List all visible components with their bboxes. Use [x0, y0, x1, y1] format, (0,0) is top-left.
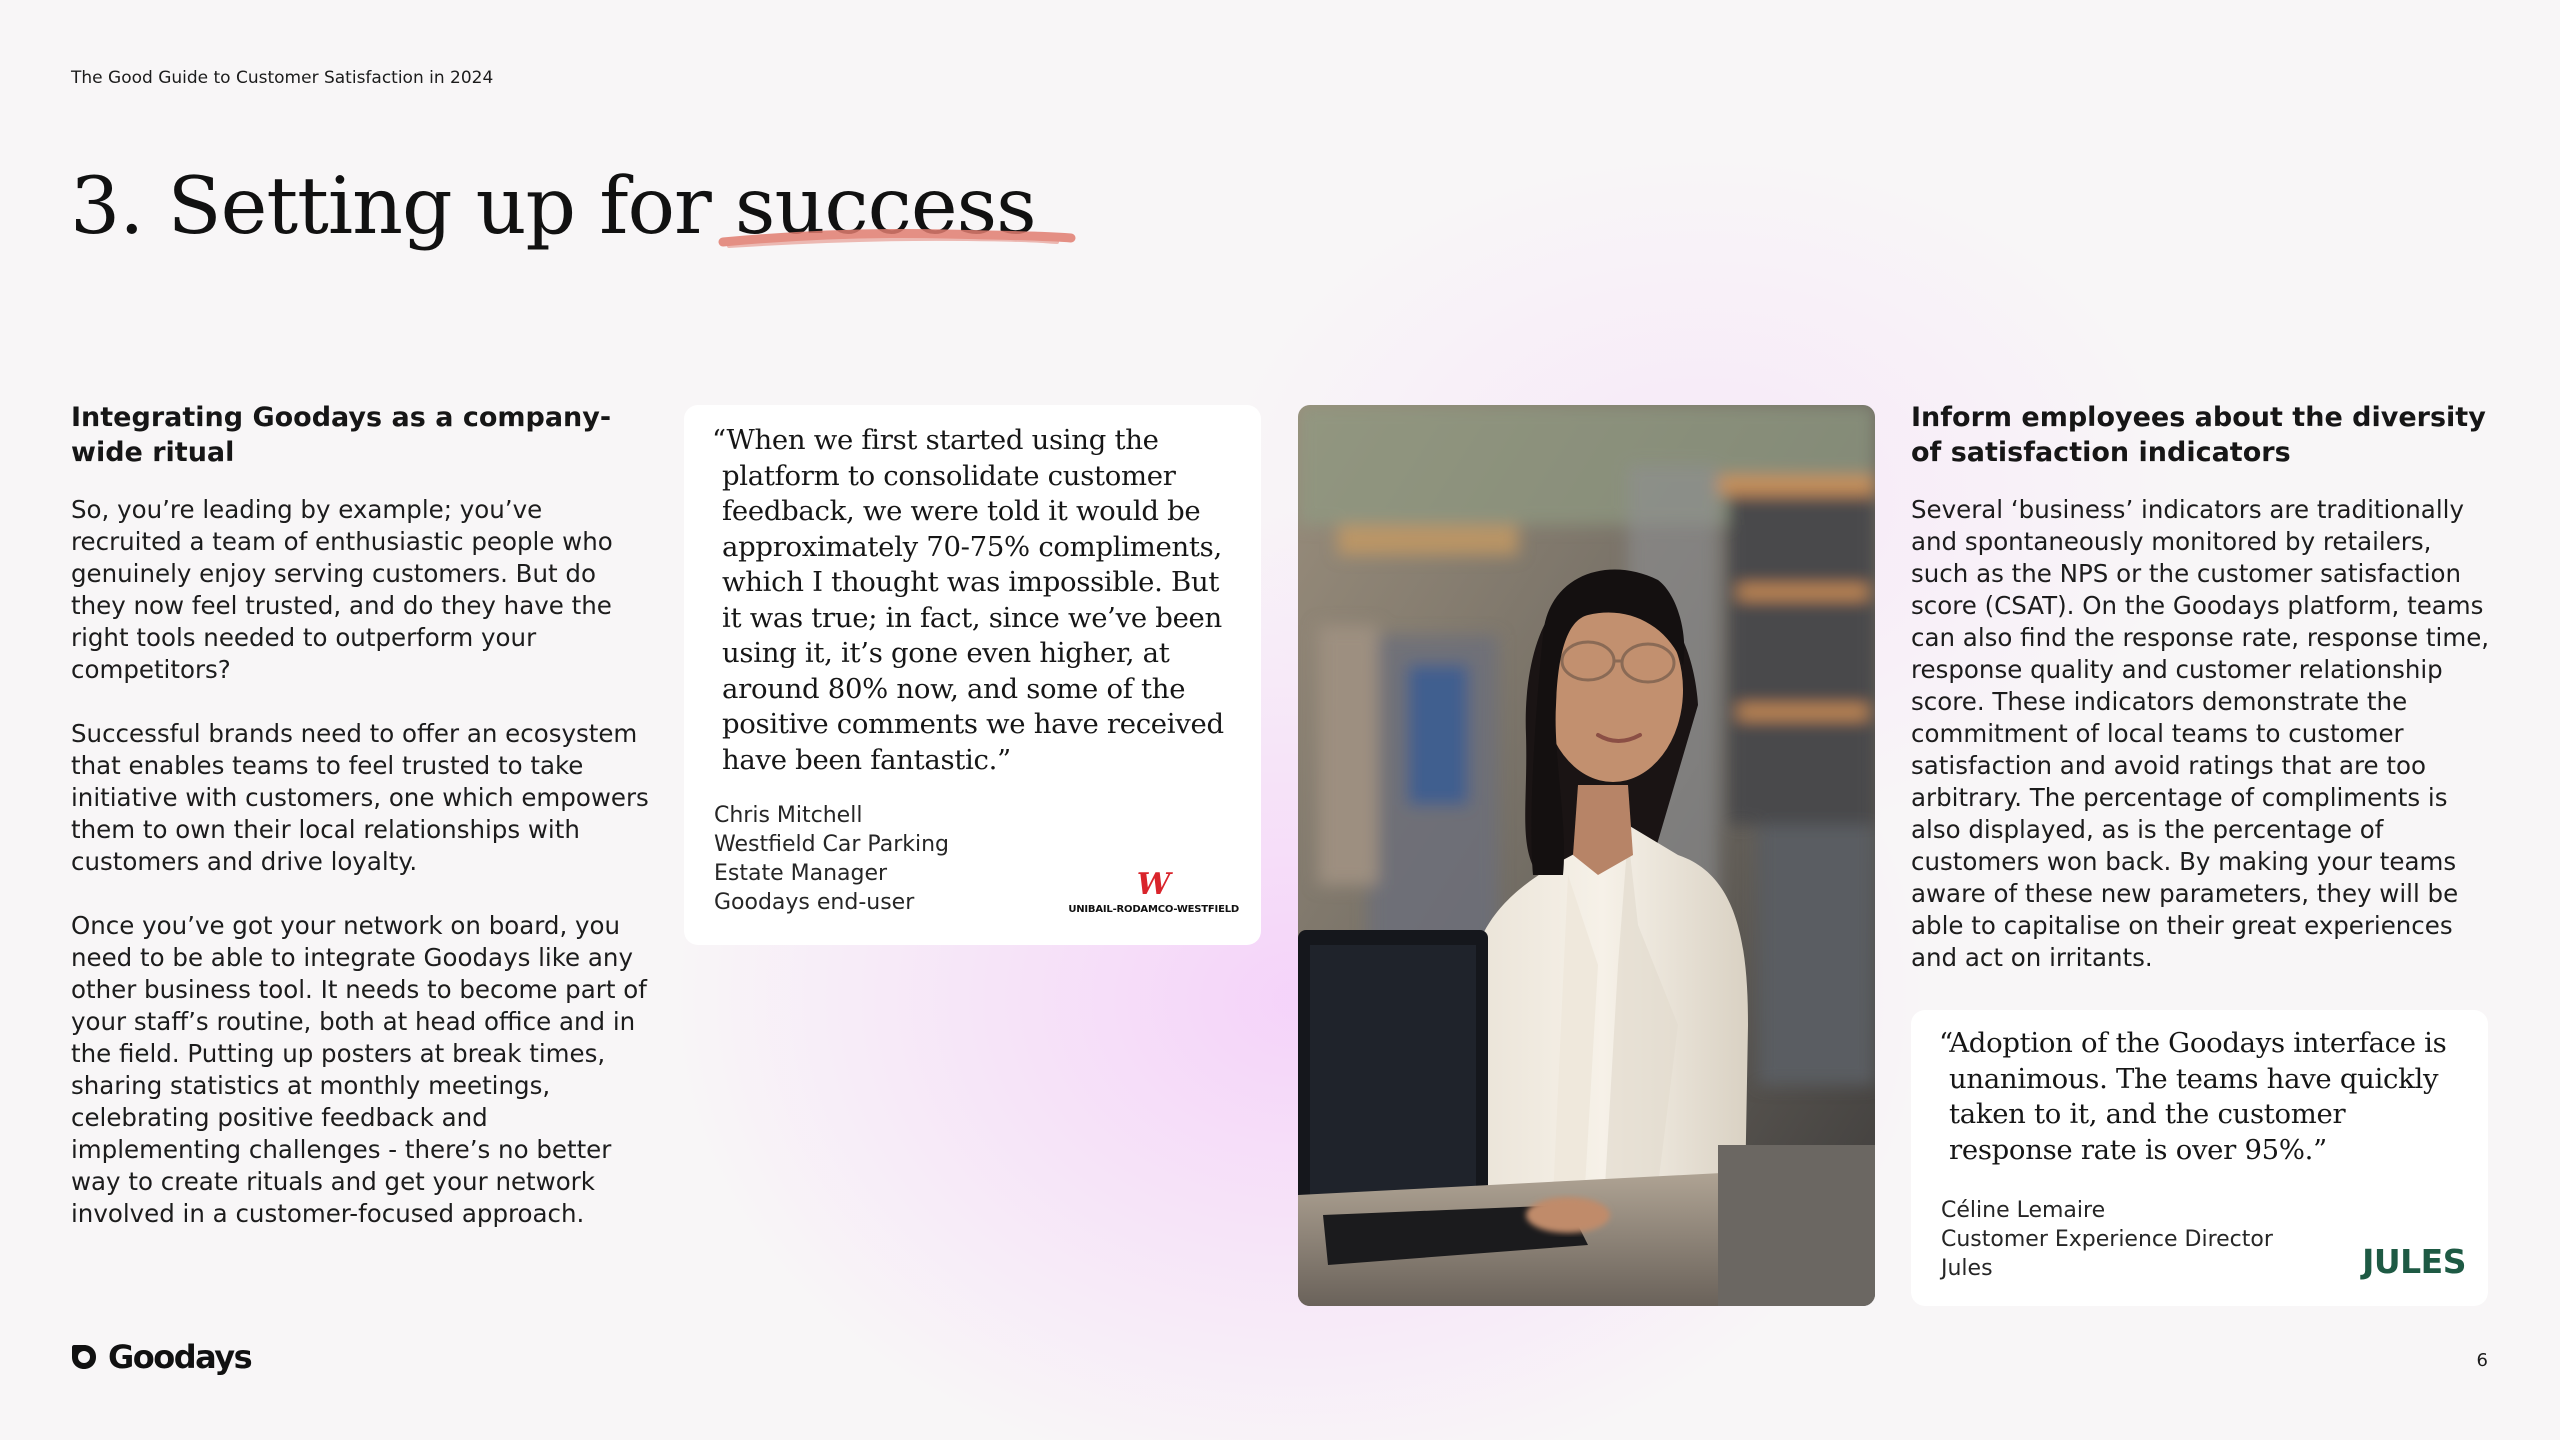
westfield-logo-mark: W — [1136, 867, 1171, 902]
jules-logo: JULES — [2362, 1242, 2466, 1281]
document-title: The Good Guide to Customer Satisfaction in 2024 — [71, 68, 494, 88]
page-number: 6 — [2476, 1350, 2488, 1371]
right-column-heading: Inform employees about the diversity of satisfaction indicators — [1911, 402, 2486, 468]
goodays-logo-icon — [70, 1343, 98, 1371]
quote-author-company: Jules — [1941, 1256, 1993, 1281]
quote-card-westfield — [684, 405, 1261, 945]
quote-author-name: Chris Mitchell — [714, 803, 863, 828]
brush-underline-icon — [717, 224, 1077, 254]
left-column-body — [71, 494, 651, 1262]
quote-attribution — [714, 801, 949, 917]
quote-author-name: Céline Lemaire — [1941, 1198, 2106, 1223]
employee-photo-illustration — [1298, 405, 1875, 1306]
left-paragraph-1: So, you’re leading by example; you’ve recruited a team of enthusiastic people who genuinely enjoy serving customers. But do they now feel trusted, and do they have the right tools needed to outperform your competitors? — [71, 495, 613, 684]
quote-author-role: Estate Manager — [714, 861, 888, 886]
left-paragraph-2: Successful brands need to offer an ecosystem that enables teams to feel trusted to take initiative with customers, one which empowers them to own their local relationships with customers and drive loyalty. — [71, 719, 649, 876]
page-title-highlight — [735, 160, 1036, 252]
right-column-body — [1911, 494, 2491, 1006]
quote-text: “Adoption of the Goodays interface is unanimous. The teams have quickly taken to it, and the customer response rate is over 95%.” — [1939, 1027, 2447, 1166]
quote-attribution — [1941, 1196, 2273, 1283]
photo-employee-at-counter — [1298, 405, 1875, 1306]
footer-brand-text: Goodays — [108, 1338, 252, 1376]
westfield-logo — [1068, 867, 1239, 915]
page-title — [70, 160, 1036, 252]
page-title-prefix: 3. Setting up for — [70, 160, 735, 252]
footer-brand-logo — [70, 1338, 251, 1376]
left-column-heading: Integrating Goodays as a company-wide ritual — [71, 402, 612, 468]
right-paragraph: Several ‘business’ indicators are traditionally and spontaneously monitored by retailers, such as the NPS or the customer satisfaction score (CSAT). On the Goodays platform, teams can also find the response rate, response time, response quality and customer relationship score. These indicators demonstrate the commitment of local teams to customer satisfaction and avoid ratings that are too arbitrary. The percentage of compliments is also displayed, as is the percentage of customers won back. By making your teams aware of these new parameters, they will be able to capitalise on their great experiences and act on irritants. — [1911, 495, 2490, 972]
westfield-logo-text: UNIBAIL-RODAMCO-WESTFIELD — [1068, 904, 1239, 915]
quote-author-company: Westfield Car Parking — [714, 832, 949, 857]
quote-text: “When we first started using the platform to consolidate customer feedback, we were told it would be approximately 70-75% compliments, which I thought was impossible. But it was true; in fact, since we’ve been using it, it’s gone even higher, at around 80% now, and some of the positive comments we have received have been fantastic.” — [712, 424, 1224, 776]
left-paragraph-3: Once you’ve got your network on board, you need to be able to integrate Goodays like any other business tool. It needs to become part of your staff’s routine, both at head office and in the field. Putting up posters at break times, sharing statistics at monthly meetings, celebrating positive feedback and implementing challenges - there’s no better way to create rituals and get your network involved in a customer-focused approach. — [71, 911, 647, 1228]
page-title-highlight-text: success — [734, 160, 1036, 252]
quote-author-tag: Goodays end-user — [714, 890, 915, 915]
quote-card-jules — [1911, 1010, 2488, 1306]
quote-author-role: Customer Experience Director — [1941, 1227, 2273, 1252]
